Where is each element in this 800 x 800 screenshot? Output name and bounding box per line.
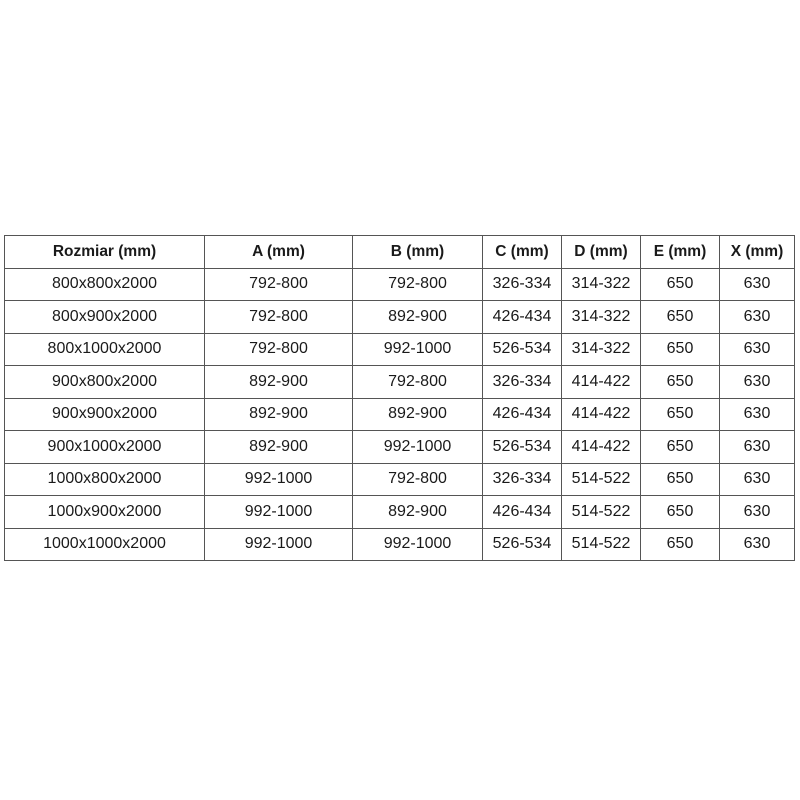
table-cell: 630 xyxy=(720,431,795,464)
table-cell: 514-522 xyxy=(562,496,641,529)
table-row xyxy=(5,528,795,561)
table-cell: 650 xyxy=(641,333,720,366)
table-cell: 414-422 xyxy=(562,398,641,431)
table-cell: 792-800 xyxy=(353,366,483,399)
table-cell: 314-322 xyxy=(562,333,641,366)
table-cell: 650 xyxy=(641,463,720,496)
table-row xyxy=(5,301,795,334)
table-cell: 630 xyxy=(720,268,795,301)
column-header: X (mm) xyxy=(720,236,795,269)
table-cell: 426-434 xyxy=(483,496,562,529)
table-cell: 792-800 xyxy=(205,301,353,334)
table-row xyxy=(5,366,795,399)
table-cell: 326-334 xyxy=(483,463,562,496)
table-body xyxy=(5,268,795,561)
table-header-row xyxy=(5,236,795,269)
table-cell: 992-1000 xyxy=(353,431,483,464)
table-cell: 650 xyxy=(641,528,720,561)
table-cell: 426-434 xyxy=(483,301,562,334)
table-cell: 892-900 xyxy=(353,398,483,431)
table-row xyxy=(5,398,795,431)
table-cell: 630 xyxy=(720,301,795,334)
table-cell: 992-1000 xyxy=(205,528,353,561)
table-cell: 992-1000 xyxy=(353,528,483,561)
column-header: Rozmiar (mm) xyxy=(5,236,205,269)
table-cell: 892-900 xyxy=(205,366,353,399)
table-cell: 630 xyxy=(720,463,795,496)
table-cell: 792-800 xyxy=(353,463,483,496)
table-cell: 630 xyxy=(720,333,795,366)
table-cell: 630 xyxy=(720,398,795,431)
table-cell: 314-322 xyxy=(562,268,641,301)
column-header: A (mm) xyxy=(205,236,353,269)
table-cell: 414-422 xyxy=(562,431,641,464)
table-cell: 630 xyxy=(720,496,795,529)
table-cell: 792-800 xyxy=(353,268,483,301)
table-cell: 800x1000x2000 xyxy=(5,333,205,366)
table-cell: 800x800x2000 xyxy=(5,268,205,301)
table-cell: 514-522 xyxy=(562,463,641,496)
table-row xyxy=(5,431,795,464)
table-cell: 414-422 xyxy=(562,366,641,399)
table-cell: 900x800x2000 xyxy=(5,366,205,399)
table-cell: 892-900 xyxy=(353,496,483,529)
table-row xyxy=(5,333,795,366)
table-cell: 1000x800x2000 xyxy=(5,463,205,496)
table-cell: 314-322 xyxy=(562,301,641,334)
column-header: B (mm) xyxy=(353,236,483,269)
table-cell: 892-900 xyxy=(205,398,353,431)
table-cell: 514-522 xyxy=(562,528,641,561)
table-cell: 650 xyxy=(641,366,720,399)
table-cell: 426-434 xyxy=(483,398,562,431)
table-cell: 326-334 xyxy=(483,268,562,301)
table-cell: 892-900 xyxy=(205,431,353,464)
table-row xyxy=(5,463,795,496)
table-cell: 630 xyxy=(720,366,795,399)
table-cell: 630 xyxy=(720,528,795,561)
table-cell: 792-800 xyxy=(205,333,353,366)
column-header: D (mm) xyxy=(562,236,641,269)
table-cell: 992-1000 xyxy=(205,463,353,496)
column-header: E (mm) xyxy=(641,236,720,269)
table-cell: 800x900x2000 xyxy=(5,301,205,334)
table-cell: 526-534 xyxy=(483,431,562,464)
table-cell: 526-534 xyxy=(483,333,562,366)
table-cell: 526-534 xyxy=(483,528,562,561)
table-cell: 326-334 xyxy=(483,366,562,399)
table-cell: 1000x900x2000 xyxy=(5,496,205,529)
table-cell: 892-900 xyxy=(353,301,483,334)
table-cell: 792-800 xyxy=(205,268,353,301)
table-cell: 650 xyxy=(641,268,720,301)
table-cell: 650 xyxy=(641,398,720,431)
table-cell: 992-1000 xyxy=(353,333,483,366)
table-cell: 900x900x2000 xyxy=(5,398,205,431)
table-row xyxy=(5,268,795,301)
column-header: C (mm) xyxy=(483,236,562,269)
table-row xyxy=(5,496,795,529)
table-cell: 650 xyxy=(641,496,720,529)
spec-table xyxy=(4,235,795,561)
table-cell: 992-1000 xyxy=(205,496,353,529)
table-cell: 650 xyxy=(641,301,720,334)
table-cell: 1000x1000x2000 xyxy=(5,528,205,561)
table-cell: 900x1000x2000 xyxy=(5,431,205,464)
table-cell: 650 xyxy=(641,431,720,464)
